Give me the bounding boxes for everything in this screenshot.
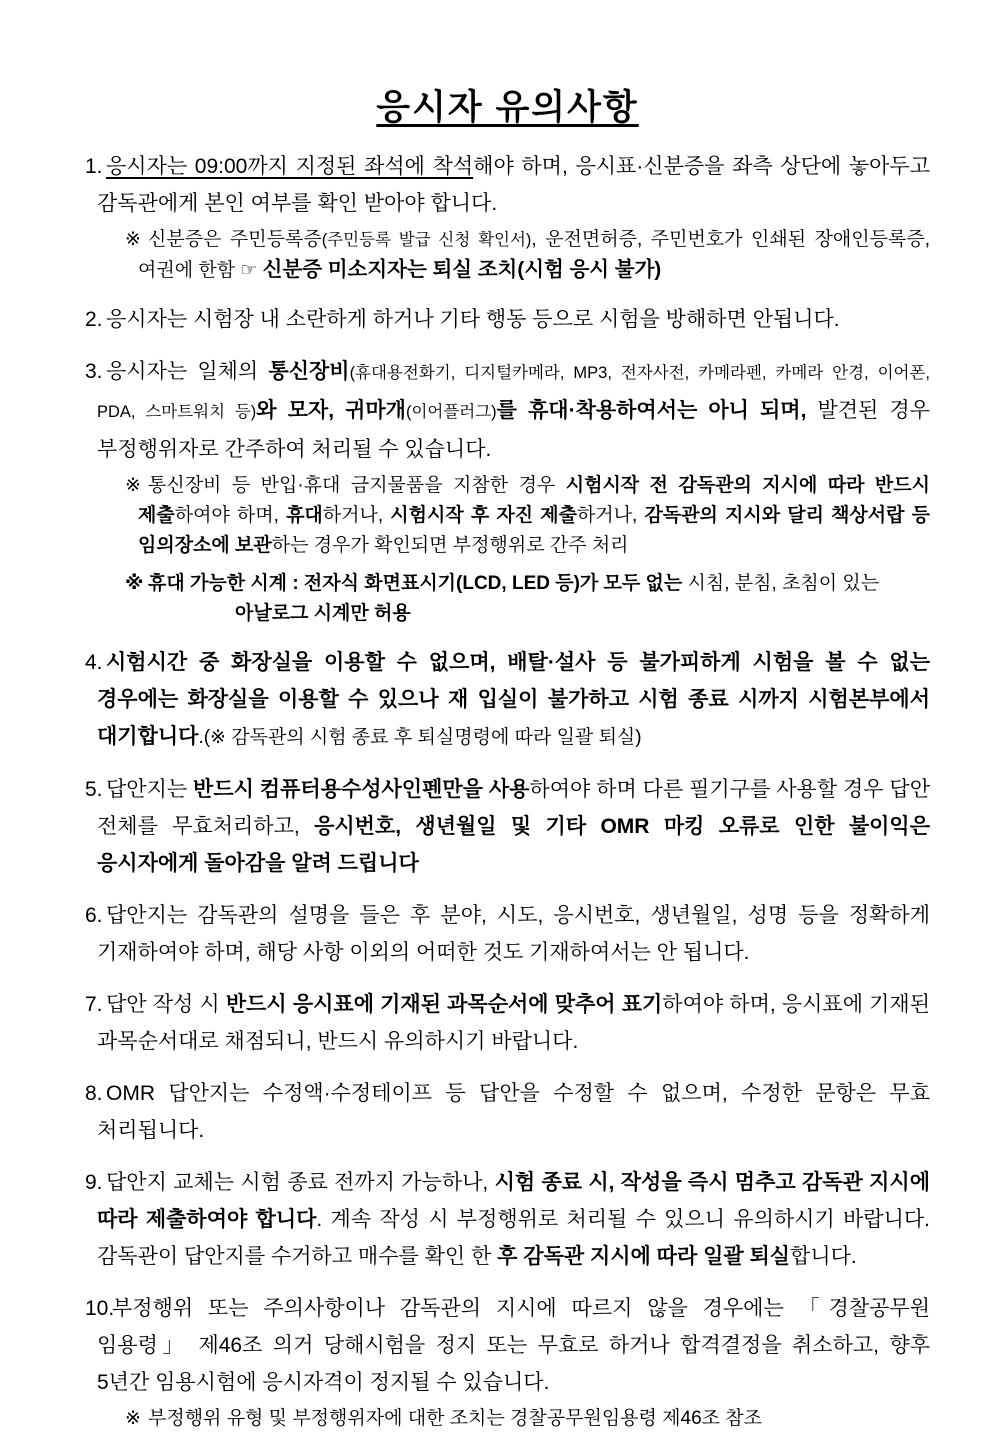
text-segment: 반드시 응시표에 기재된 과목순서에 맞추어 표기 (225, 993, 663, 1016)
item-paragraph (85, 1290, 930, 1401)
item-paragraph (85, 1075, 930, 1149)
text-segment: 휴대 (286, 505, 323, 526)
item-number: 4. (85, 651, 103, 674)
note-paragraph (125, 225, 930, 286)
item-number: 2. (85, 308, 103, 331)
item-paragraph (85, 353, 930, 468)
text-segment: OMR 답안지는 수정액·수정테이프 등 답안을 수정할 수 없으며, 수정한 문항은 무효 처리됩니다. (97, 1082, 930, 1142)
pointing-hand-icon: ☞ (240, 260, 263, 281)
text-segment: 하여야 하며, (174, 505, 287, 526)
text-segment: 답안지 교체는 시험 종료 전까지 가능하나, (106, 1171, 495, 1194)
item-paragraph (85, 771, 931, 882)
list-item (85, 148, 930, 286)
text-segment: 하거나, (322, 505, 391, 526)
text-segment: 시험시작 후 자진 제출 (390, 505, 577, 526)
list-item (85, 771, 930, 882)
item-paragraph (85, 301, 930, 338)
text-segment: . 계속 작성 시 부정행위로 처리될 수 있으니 유의하시기 바랍니다. 감독관이 답안지를 수거하고 매수를 확인 한 (97, 1208, 930, 1268)
text-segment: 합니다. (790, 1245, 857, 1268)
text-segment: , 운전면허증, 주민번호가 인쇄된 장애인등록증, 여권에 한함 (138, 229, 930, 281)
item-number: 7. (85, 993, 103, 1016)
text-segment: 아날로그 시계만 허용 (235, 603, 411, 624)
list-item (85, 353, 930, 629)
text-segment: 후 감독관 지시에 따라 일괄 퇴실 (497, 1245, 791, 1268)
text-segment: 응시번호, 생년월일 및 기타 OMR 마킹 오류로 인한 불이익은 응시자에게 돌아감을 알려 드립니다 (97, 815, 931, 875)
text-segment: 응시자는 09:00까지 지정된 좌석에 착석 (106, 155, 474, 178)
reference-marker: ※ (125, 229, 141, 250)
item-paragraph (85, 1164, 931, 1275)
note-paragraph (125, 569, 930, 629)
text-segment: 통신장비 등 반입·휴대 금지물품을 지참한 경우 (148, 475, 566, 496)
text-segment: 를 휴대·착용하여서는 아니 되며, (496, 399, 807, 422)
text-segment: 와 모자, 귀마개 (256, 399, 406, 422)
text-segment: 시험 종료 시, 작성을 즉시 멈추고 감독관 지시에 따라 제출하여야 합니다 (97, 1171, 931, 1231)
text-segment: .(※ 감독관의 시험 종료 후 퇴실명령에 따라 일괄 퇴실) (198, 727, 642, 748)
text-segment: 감독관의 지시와 달리 책상서랍 등 임의장소에 보관 (138, 505, 930, 556)
text-segment: 하는 경우가 확인되면 부정행위로 간주 처리 (271, 535, 629, 556)
text-segment: 하여야 하며, 응시표에 기재된 과목순서대로 채점되니, 반드시 유의하시기 바랍니다. (97, 993, 930, 1053)
item-number: 1. (85, 155, 103, 178)
text-segment: 하거나, (576, 505, 645, 526)
list-item (85, 644, 930, 756)
text-segment: 시험시작 전 감독관의 지시에 따라 반드시 제출 (138, 475, 930, 526)
text-segment: (이어플러그) (405, 403, 497, 421)
list-item (85, 1075, 930, 1149)
item-paragraph (85, 644, 930, 756)
items-container (85, 148, 930, 1434)
text-segment: 답안지는 (106, 778, 194, 801)
text-segment: (주민등록 발급 신청 확인서) (321, 231, 532, 249)
list-item (85, 986, 930, 1060)
text-segment: 부정행위 유형 및 부정행위자에 대한 조치는 경찰공무원임용령 제46조 참조 (148, 1408, 762, 1429)
text-segment: 응시자는 일체의 (106, 360, 269, 383)
text-segment: 답안 작성 시 (106, 993, 226, 1016)
note-paragraph (125, 1404, 930, 1434)
item-number: 8. (85, 1082, 103, 1105)
text-segment: 반드시 컴퓨터용수성사인펜만을 사용 (193, 778, 530, 801)
text-segment: 신분증은 주민등록증 (148, 229, 322, 250)
text-segment: 시험시간 중 화장실을 이용할 수 없으며, 배탈·설사 등 불가피하게 시험을 볼 수 없는 경우에는 화장실을 이용할 수 있으나 재 입실이 불가하고 시험 종료 시까지 시험본부에서 대기합니다 (97, 651, 930, 748)
text-segment: 답안지는 감독관의 설명을 들은 후 분야, 시도, 응시번호, 생년월일, 성명 등을 정확하게 기재하여야 하며, 해당 사항 이외의 어떠한 것도 기재하여서는 안 됩니다. (97, 904, 930, 964)
reference-marker: ※ (125, 475, 141, 496)
list-item (85, 1290, 930, 1434)
list-item (85, 301, 930, 338)
item-number: 5. (85, 778, 103, 801)
text-segment: 응시자는 시험장 내 소란하게 하거나 기타 행동 등으로 시험을 방해하면 안됩니다. (106, 308, 840, 331)
document-title: 응시자 유의사항 (376, 88, 639, 127)
text-segment: 신분증 미소지자는 퇴실 조치(시험 응시 불가) (262, 258, 662, 281)
item-number: 3. (85, 360, 103, 383)
text-segment: 하여야 하며 다른 필기구를 사용할 경우 답안 전체를 무효처리하고, (97, 778, 930, 838)
text-segment: 해야 하며, 응시표·신분증을 좌측 상단에 놓아두고 감독관에게 본인 여부를 확인 받아야 합니다. (97, 155, 930, 215)
item-paragraph (85, 986, 930, 1060)
note-paragraph (125, 471, 930, 561)
text-segment: (휴대용전화기, 디지털카메라, MP3, 전자사전, 카메라펜, 카메라 안경, 이어폰, PDA, 스마트워치 등) (97, 364, 930, 421)
list-item (85, 1164, 930, 1275)
text-segment: 발견된 경우 부정행위자로 간주하여 처리될 수 있습니다. (97, 399, 930, 461)
item-number: 6. (85, 904, 103, 927)
reference-marker: ※ (125, 1408, 141, 1429)
text-segment: 부정행위 또는 주의사항이나 감독관의 지시에 따르지 않을 경우에는 「경찰공무원 임용령」 제46조 의거 당해시험을 정지 또는 무효로 하거나 합격결정을 취소하고, 향후 5년간 임용시험에 응시자격이 정지될 수 있습니다. (97, 1297, 930, 1394)
item-number: 10. (85, 1297, 115, 1320)
list-item (85, 897, 930, 971)
item-paragraph (85, 897, 930, 971)
item-paragraph (85, 148, 930, 222)
reference-marker: ※ (125, 573, 144, 594)
text-segment: 시침, 분침, 초침이 있는 (682, 573, 880, 594)
text-segment: 통신장비 (268, 360, 350, 383)
item-number: 9. (85, 1171, 103, 1194)
text-segment: 휴대 가능한 시계 : 전자식 화면표시기(LCD, LED 등)가 모두 없는 (148, 573, 683, 594)
